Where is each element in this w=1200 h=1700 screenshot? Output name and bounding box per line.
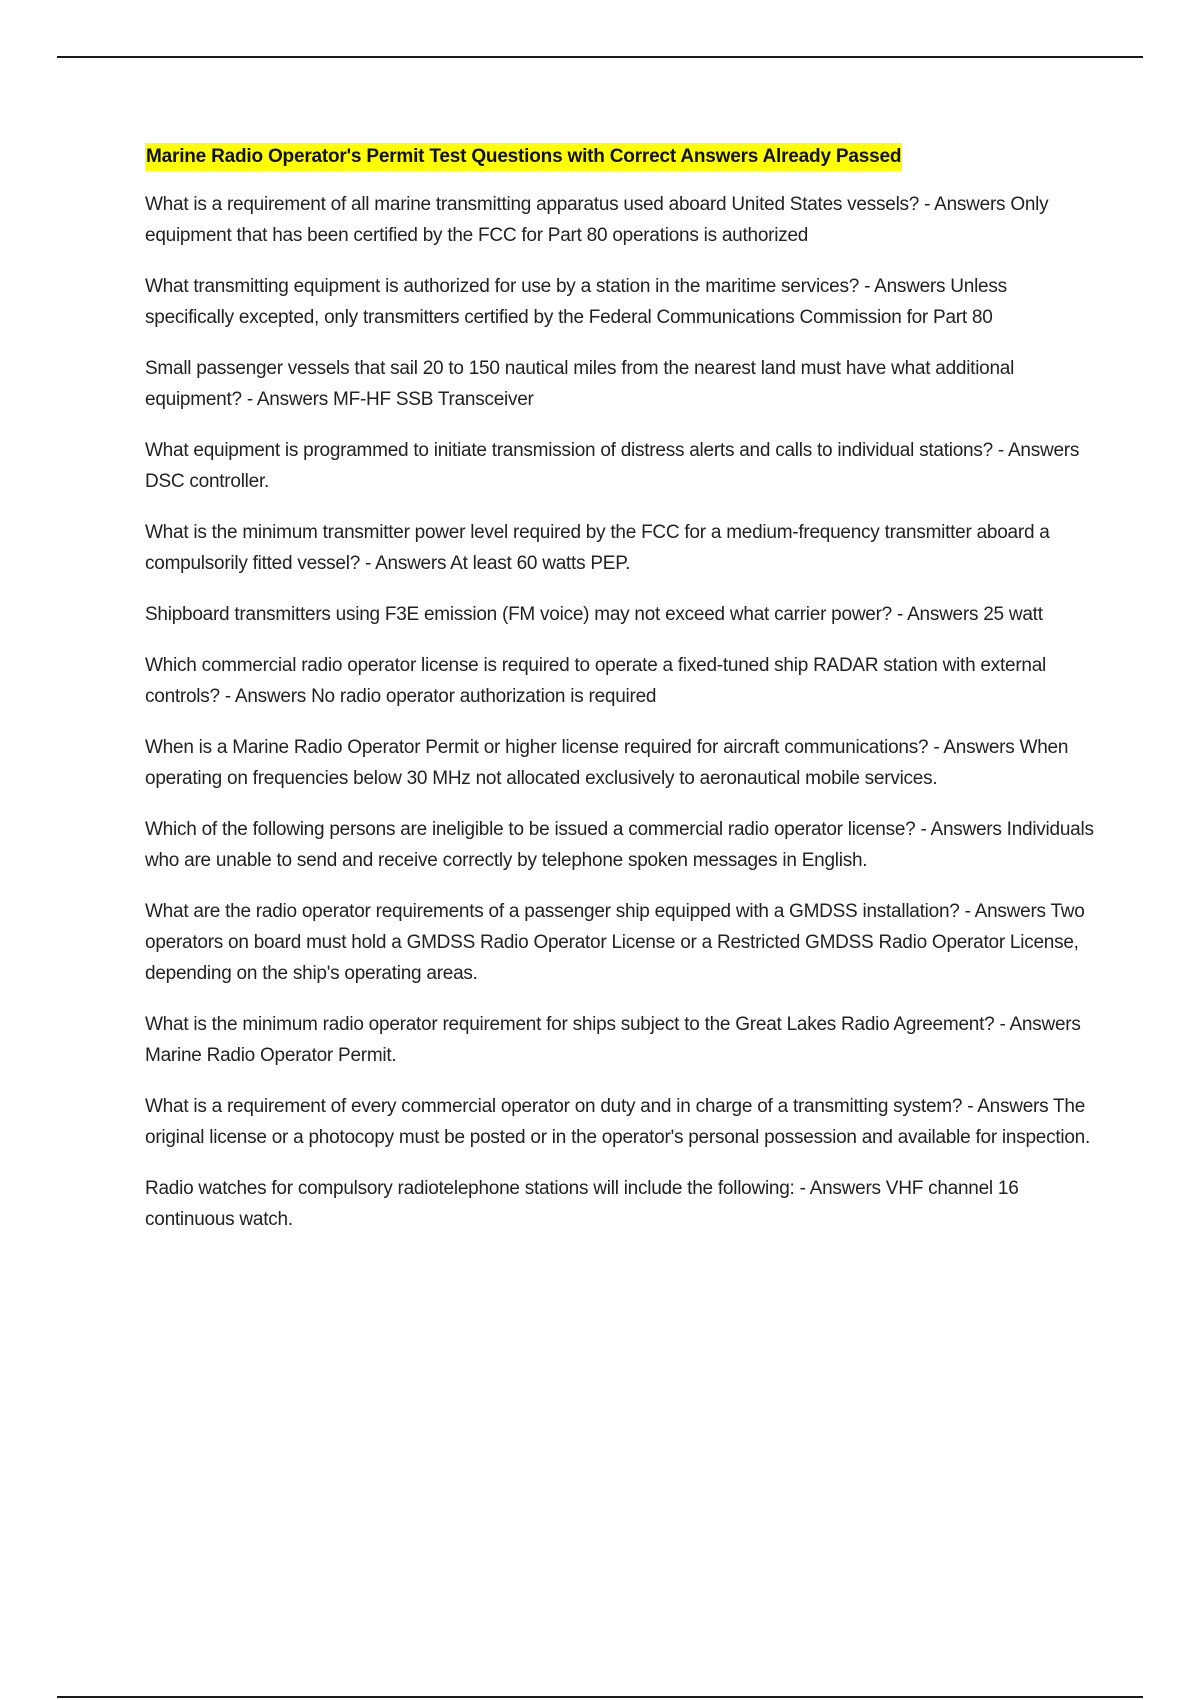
qa-item-11: What is the minimum radio operator requirement for ships subject to the Great Lakes Radio Agreement? - Answers Marine Radio Operator Permit. <box>145 1014 1081 1066</box>
qa-item-5: What is the minimum transmitter power level required by the FCC for a medium-frequency transmitter aboard a compulsorily fitted vessel? - Answers At least 60 watts PEP. <box>145 522 1050 574</box>
qa-item-4: What equipment is programmed to initiate transmission of distress alerts and calls to individual stations? - Answers DSC controller. <box>145 440 1080 492</box>
qa-item-8: When is a Marine Radio Operator Permit or higher license required for aircraft communications? - Answers When operating on frequencies below 30 MHz not allocated exclusively to aeronautical mobile services. <box>145 737 1069 789</box>
qa-item-10: What are the radio operator requirements of a passenger ship equipped with a GMDSS installation? - Answers Two operators on board must hold a GMDSS Radio Operator License or a Restricted GMDSS Radio Operator License, depending on the ship's operating areas. <box>145 901 1085 984</box>
qa-item-7: Which commercial radio operator license is required to operate a fixed-tuned ship RADAR station with external controls? - Answers No radio operator authorization is required <box>145 655 1047 707</box>
qa-item-12: What is a requirement of every commercial operator on duty and in charge of a transmitting system? - Answers The original license or a photocopy must be posted or in the operator's personal possession and available for inspection. <box>145 1096 1091 1148</box>
qa-item-1: What is a requirement of all marine transmitting apparatus used aboard United States vessels? - Answers Only equipment that has been certified by the FCC for Part 80 operations is authorized <box>145 194 1049 246</box>
qa-item-13: Radio watches for compulsory radiotelephone stations will include the following: - Answers VHF channel 16 continuous watch. <box>145 1178 1019 1230</box>
bottom-rule <box>57 1696 1143 1698</box>
top-rule <box>57 56 1143 58</box>
document-body <box>145 143 1095 1255</box>
qa-item-3: Small passenger vessels that sail 20 to 150 nautical miles from the nearest land must have what additional equipment? - Answers MF-HF SSB Transceiver <box>145 358 1015 410</box>
qa-item-2: What transmitting equipment is authorized for use by a station in the maritime services? - Answers Unless specifically excepted, only transmitters certified by the Federal Communications Commission for Part 80 <box>145 276 1007 328</box>
qa-item-6: Shipboard transmitters using F3E emission (FM voice) may not exceed what carrier power? - Answers 25 watt <box>145 604 1043 625</box>
qa-list <box>145 189 1095 1235</box>
document-title: Marine Radio Operator's Permit Test Questions with Correct Answers Already Passed <box>145 143 902 171</box>
qa-item-9: Which of the following persons are ineligible to be issued a commercial radio operator license? - Answers Individuals who are unable to send and receive correctly by telephone spoken messages in English. <box>145 819 1094 871</box>
